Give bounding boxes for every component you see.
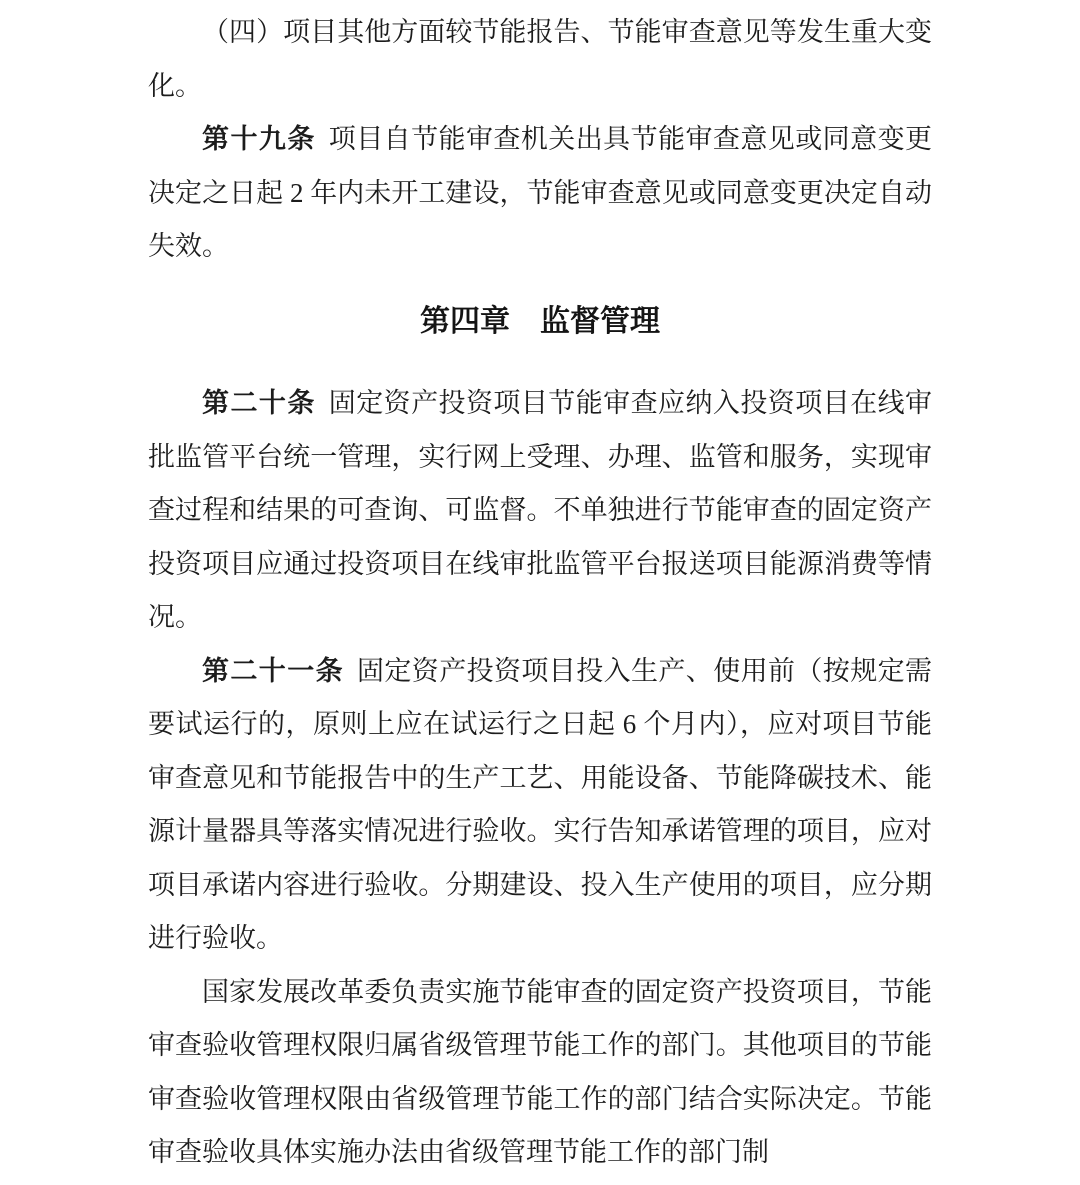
list-item-4-continuation bbox=[148, 6, 932, 113]
article-21-paragraph-2 bbox=[148, 966, 932, 1180]
paragraph-text: 项目自节能审查机关出具节能审查意见或同意变更决定之日起 2 年内未开工建设，节能审查意见或同意变更决定自动失效。 bbox=[148, 124, 933, 261]
paragraph-text: 固定资产投资项目投入生产、使用前（按规定需要试运行的，原则上应在试运行之日起 6 个月内），应对项目节能审查意见和节能报告中的生产工艺、用能设备、节能降碳技术、能源计量器具等落实情况进行验收。实行告知承诺管理的项目，应对项目承诺内容进行验收。分期建设、投入生产使用的项目，应分期进行验收。 bbox=[148, 655, 932, 953]
paragraph-text: （四）项目其他方面较节能报告、节能审查意见等发生重大变化。 bbox=[148, 17, 932, 101]
chapter-4-heading: 第四章 监督管理 bbox=[420, 304, 660, 338]
article-number-label: 第二十条 bbox=[202, 388, 316, 418]
article-19 bbox=[148, 113, 932, 274]
article-number-label: 第十九条 bbox=[202, 124, 316, 154]
article-21 bbox=[148, 645, 932, 966]
article-number-label: 第二十一条 bbox=[202, 655, 344, 686]
paragraph-text: 固定资产投资项目节能审查应纳入投资项目在线审批监管平台统一管理，实行网上受理、办理、监管和服务，实现审查过程和结果的可查询、可监督。不单独进行节能审查的固定资产投资项目应通过投资项目在线审批监管平台报送项目能源消费等情况。 bbox=[148, 388, 933, 632]
article-20 bbox=[148, 377, 932, 645]
paragraph-text: 国家发展改革委负责实施节能审查的固定资产投资项目，节能审查验收管理权限归属省级管理节能工作的部门。其他项目的节能审查验收管理权限由省级管理节能工作的部门结合实际决定。节能审查验收具体实施办法由省级管理节能工作的部门制 bbox=[148, 976, 932, 1167]
document-body bbox=[148, 6, 932, 1180]
